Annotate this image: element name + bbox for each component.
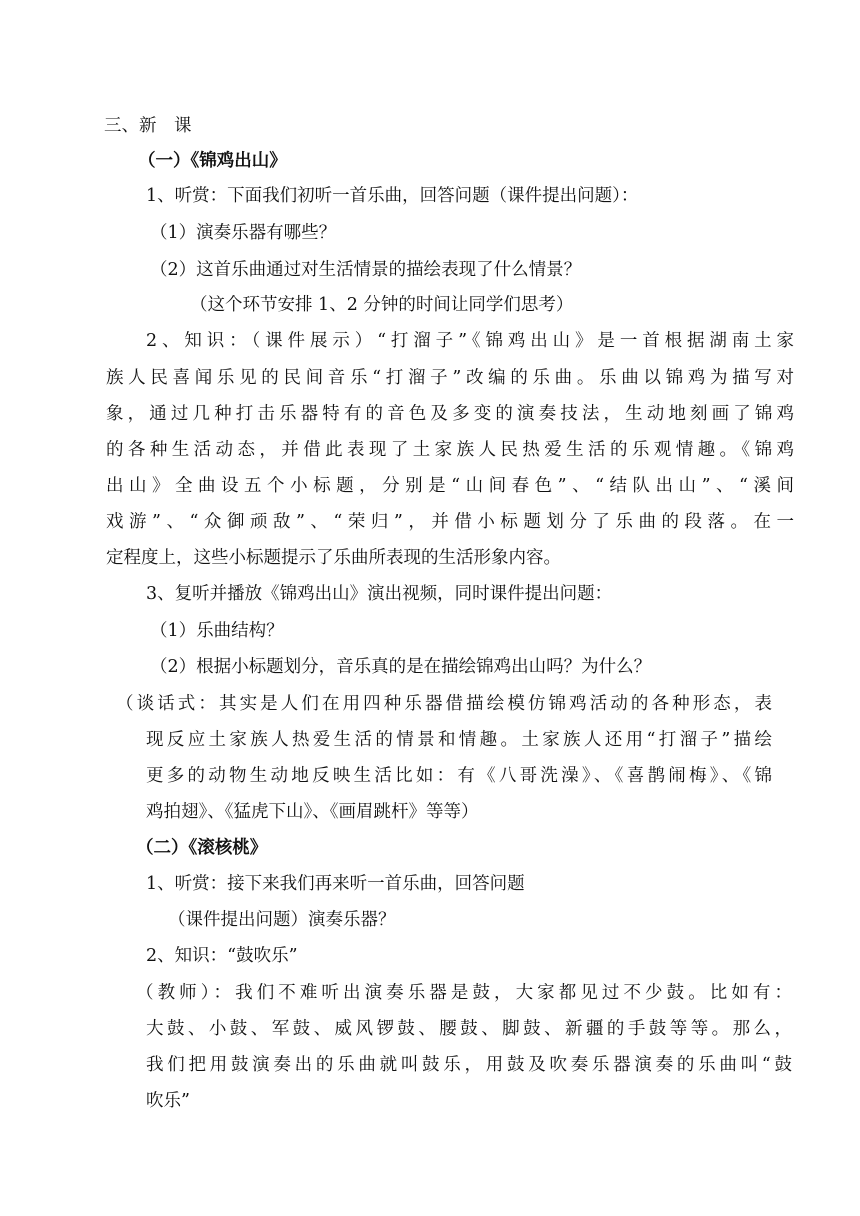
paragraph-line: 吹乐” (146, 1091, 190, 1111)
paragraph-line: 出山》全曲设五个小标题，分别是“山间春色”、“结队出山”、“溪间 (106, 476, 794, 496)
paragraph-line: 2、知识：“鼓吹乐” (146, 946, 298, 966)
discussion-line: 更多的动物生动地反映生活比如：有《八哥洗澡》、《喜鹊闹梅》、《锦 (146, 766, 772, 786)
paragraph-line: （教师）：我们不难听出演奏乐器是鼓，大家都见过不少鼓。比如有： (136, 983, 792, 1003)
paragraph-line: 定程度上，这些小标题提示了乐曲所表现的生活形象内容。 (106, 548, 561, 568)
subsection-heading-1: （一）《锦鸡出山》 (138, 151, 287, 171)
paragraph-line: 的各种生活动态，并借此表现了土家族人民热爱生活的乐观情趣。《锦鸡 (106, 440, 794, 460)
question-line: （1）演奏乐器有哪些？ (150, 223, 337, 243)
question-line: （2）根据小标题划分，音乐真的是在描绘锦鸡出山吗？为什么？ (150, 657, 652, 677)
subsection-heading-2: （二）《滚核桃》 (136, 838, 268, 858)
paragraph-line: （课件提出问题）演奏乐器？ (168, 910, 396, 930)
question-line: （1）乐曲结构？ (150, 621, 284, 641)
paragraph-line: 1、听赏：下面我们初听一首乐曲，回答问题（课件提出问题）： (146, 186, 639, 206)
question-line: （2）这首乐曲通过对生活情景的描绘表现了什么情景？ (150, 260, 582, 280)
paragraph-line: 2、知识：（课件展示）“打溜子”《锦鸡出山》是一首根据湖南土家 (146, 331, 794, 351)
discussion-line: （谈话式：其实是人们在用四种乐器借描绘模仿锦鸡活动的各种形态，表 (116, 694, 772, 714)
paragraph-line: 戏游”、“众御顽敌”、“荣归”，并借小标题划分了乐曲的段落。在一 (106, 512, 794, 532)
paragraph-line: 3、复听并播放《锦鸡出山》演出视频，同时课件提出问题： (146, 584, 613, 604)
paragraph-line: 1、听赏：接下来我们再来听一首乐曲，回答问题 (146, 874, 525, 894)
paragraph-line: 族人民喜闻乐见的民间音乐“打溜子”改编的乐曲。乐曲以锦鸡为描写对 (106, 368, 794, 388)
paragraph-line: 我们把用鼓演奏出的乐曲就叫鼓乐，用鼓及吹奏乐器演奏的乐曲叫“鼓 (146, 1055, 792, 1075)
section-heading: 三、新 课 (104, 116, 192, 136)
paragraph-line: 象，通过几种打击乐器特有的音色及多变的演奏技法，生动地刻画了锦鸡 (106, 404, 794, 424)
discussion-line: 现反应土家族人热爱生活的情景和情趣。土家族人还用“打溜子”描绘 (146, 730, 772, 750)
note-line: （这个环节安排 1、2 分钟的时间让同学们思考） (190, 295, 574, 315)
paragraph-line: 大鼓、小鼓、军鼓、威风锣鼓、腰鼓、脚鼓、新疆的手鼓等等。那么， (146, 1019, 792, 1039)
discussion-line: 鸡拍翅》、《猛虎下山》、《画眉跳杆》等等） (146, 802, 479, 822)
